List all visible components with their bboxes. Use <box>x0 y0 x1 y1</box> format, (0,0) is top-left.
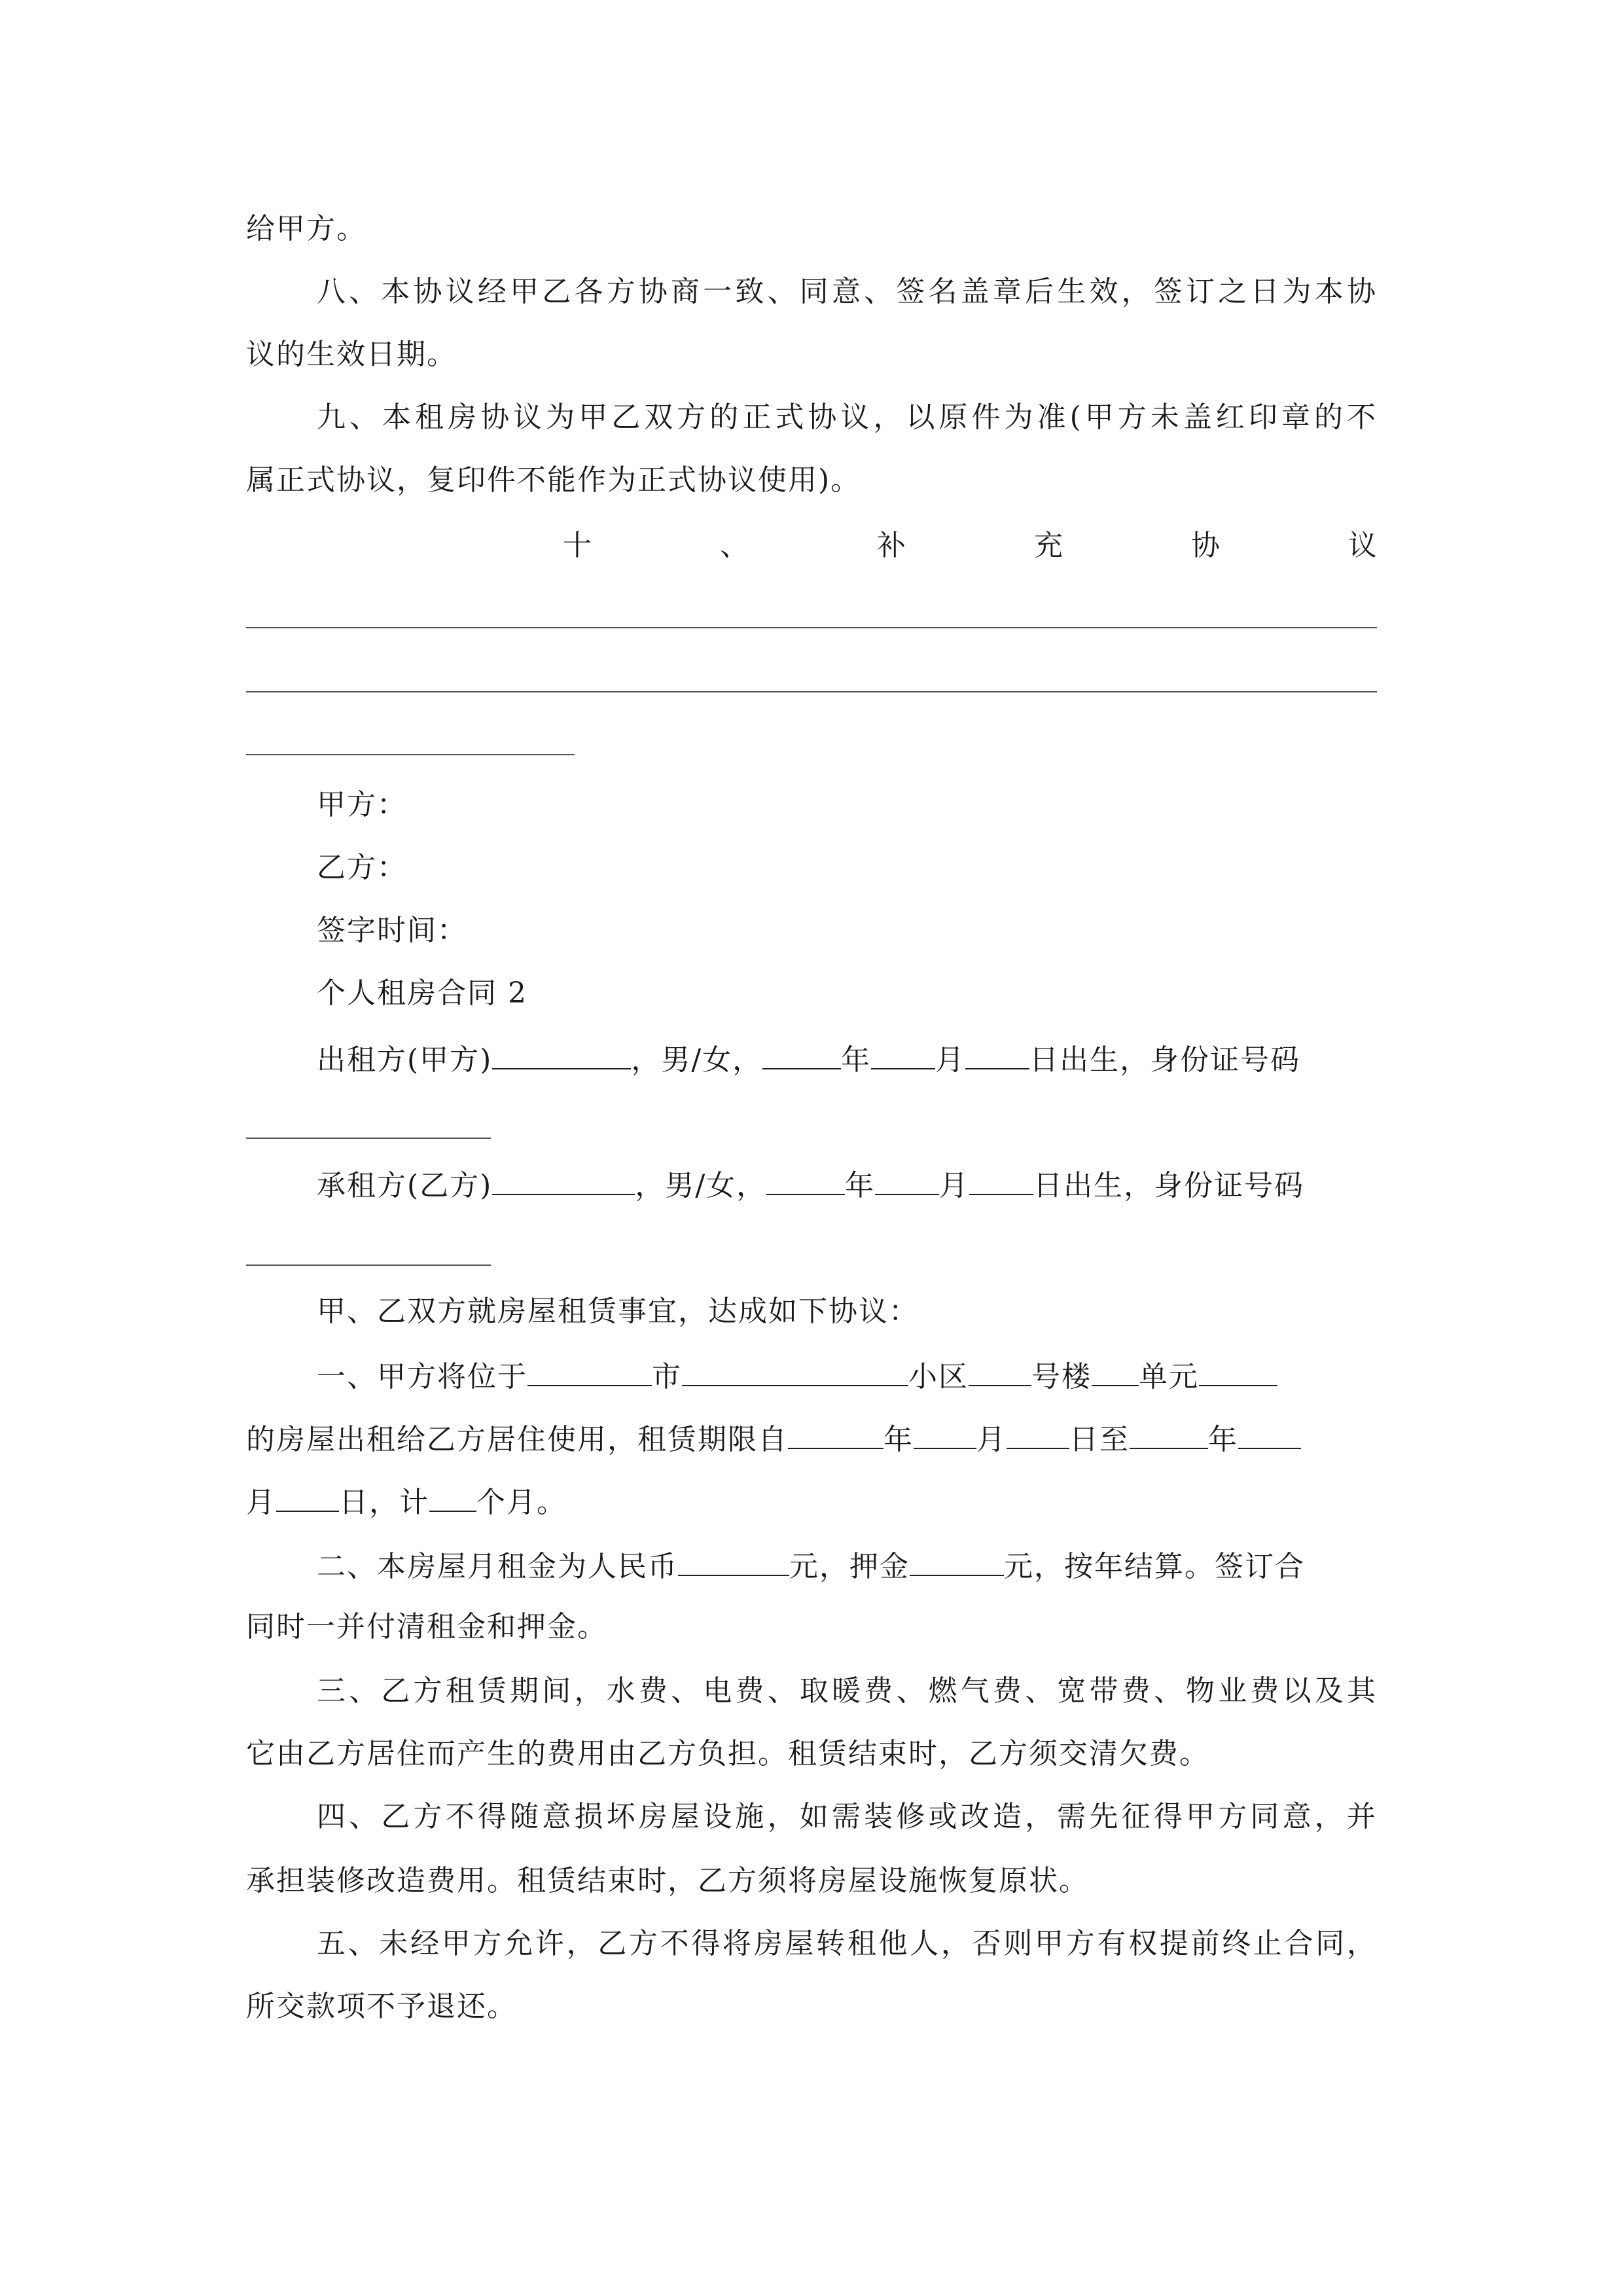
lessee-year: 年 <box>845 1169 876 1202</box>
c1-day-to: 日至 <box>1069 1423 1130 1456</box>
clause-c4-line-2: 承担装修改造费用。租赁结束时，乙方须将房屋设施恢复原状。 <box>246 1864 1089 1897</box>
c1-start-month-blank <box>914 1419 976 1449</box>
signature-date: 签字时间： <box>317 914 467 947</box>
clause-9-line-1: 九、本租房协议为甲乙双方的正式协议，以原件为准(甲方未盖红印章的不 <box>317 401 1377 434</box>
c1-end-day-blank <box>276 1482 339 1512</box>
lessee-id-blank <box>246 1265 491 1266</box>
signature-party-a: 甲方： <box>317 788 407 821</box>
c1-location-blank <box>527 1356 652 1386</box>
clause-10-char: 十 <box>563 529 592 562</box>
lessor-month-blank <box>871 1039 935 1069</box>
clause-10-heading <box>563 528 1377 564</box>
clause-c5-line-1: 五、未经甲方允许，乙方不得将房屋转租他人，否则甲方有权提前终止合同， <box>317 1927 1377 1960</box>
c1-unit: 单元 <box>1139 1360 1199 1393</box>
c1-months: 个月。 <box>476 1486 567 1519</box>
lessee-month-blank <box>875 1165 939 1195</box>
clause-10-char: 补 <box>877 529 906 562</box>
c1-year2: 年 <box>1208 1423 1238 1456</box>
c1-building-blank <box>969 1356 1031 1386</box>
c1-start-day-blank <box>1007 1419 1069 1449</box>
c2-lead: 二、本房屋月租金为人民币 <box>317 1550 678 1583</box>
lessee-line <box>317 1165 1377 1204</box>
c1-year1: 年 <box>883 1423 914 1456</box>
c1-month1: 月 <box>976 1423 1007 1456</box>
lessor-year: 年 <box>841 1043 872 1077</box>
c1-district: 小区 <box>908 1360 969 1393</box>
c1-city: 市 <box>652 1360 682 1393</box>
agreement-intro: 甲、乙双方就房屋租赁事宜，达成如下协议： <box>317 1295 919 1328</box>
lessor-gender: ，男/女， <box>631 1043 763 1077</box>
c2-yuan: 元，押金 <box>789 1550 910 1583</box>
lessor-line <box>317 1039 1377 1079</box>
clause-8-line-1: 八、本协议经甲乙各方协商一致、同意、签名盖章后生效，签订之日为本协 <box>317 275 1377 308</box>
c1-end-year-blank <box>1130 1419 1208 1449</box>
clause-10-char: 、 <box>720 529 749 562</box>
c1-unit-after-blank <box>1199 1356 1277 1386</box>
lessee-label: 承租方(乙方) <box>317 1169 493 1202</box>
lessor-month: 月 <box>935 1043 966 1077</box>
lessor-id-blank <box>246 1138 491 1139</box>
clause-c1-line-1 <box>317 1356 1377 1395</box>
c1-line2-lead: 的房屋出租给乙方居住使用，租赁期限自 <box>246 1423 788 1456</box>
clause-c1-line-3 <box>246 1482 1377 1521</box>
clause-c2-line-2: 同时一并付清租金和押金。 <box>246 1610 607 1643</box>
lessor-day-blank <box>965 1039 1029 1069</box>
c1-day-total: 日，计 <box>339 1486 429 1519</box>
clause-c4-line-1: 四、乙方不得随意损坏房屋设施，如需装修或改造，需先征得甲方同意，并 <box>317 1800 1377 1833</box>
c1-unit-blank <box>1092 1356 1139 1386</box>
lessor-year-blank <box>762 1039 841 1069</box>
c2-rent-blank <box>678 1546 789 1576</box>
clause-c3-line-1: 三、乙方租赁期间，水费、电费、取暖费、燃气费、宽带费、物业费以及其 <box>317 1674 1377 1708</box>
lessee-day-blank <box>969 1165 1033 1195</box>
clause-10-char: 议 <box>1348 529 1377 562</box>
c1-month-end: 月 <box>246 1486 276 1519</box>
c2-tail: 元，按年结算。签订合 <box>1004 1550 1305 1583</box>
contract-2-title: 个人租房合同 2 <box>317 977 527 1010</box>
clause-c5-line-2: 所交款项不予退还。 <box>246 1990 517 2023</box>
blank-rule-1 <box>246 627 1377 628</box>
clause-c2-line-1 <box>317 1546 1377 1585</box>
clause-10-char: 充 <box>1034 529 1063 562</box>
c1-lead: 一、甲方将位于 <box>317 1360 527 1393</box>
c1-start-year-blank <box>788 1419 883 1449</box>
lessor-name-blank <box>492 1039 631 1069</box>
clause-10-char: 协 <box>1191 529 1220 562</box>
clause-c1-line-2 <box>246 1419 1377 1458</box>
c1-community-blank <box>682 1356 908 1386</box>
lessee-month: 月 <box>939 1169 970 1202</box>
blank-rule-3 <box>246 754 575 755</box>
lessor-label: 出租方(甲方) <box>317 1043 493 1077</box>
blank-rule-2 <box>246 691 1377 692</box>
clause-8-line-2: 议的生效日期。 <box>246 338 457 371</box>
lessee-born: 日出生，身份证号码 <box>1033 1169 1305 1202</box>
signature-party-b: 乙方： <box>317 851 407 884</box>
clause-9-line-2: 属正式协议，复印件不能作为正式协议使用)。 <box>246 463 861 497</box>
lessee-name-blank <box>492 1165 635 1195</box>
lessee-year-blank <box>766 1165 845 1195</box>
c1-end-month-blank <box>1238 1419 1301 1449</box>
c2-deposit-blank <box>910 1546 1004 1576</box>
c1-months-blank <box>429 1482 476 1512</box>
paragraph-continuation: 给甲方。 <box>246 212 366 245</box>
clause-c3-line-2: 它由乙方居住而产生的费用由乙方负担。租赁结束时，乙方须交清欠费。 <box>246 1737 1209 1770</box>
lessee-gender: ，男/女， <box>635 1169 767 1202</box>
c1-building: 号楼 <box>1031 1360 1092 1393</box>
lessor-born: 日出生，身份证号码 <box>1029 1043 1301 1077</box>
